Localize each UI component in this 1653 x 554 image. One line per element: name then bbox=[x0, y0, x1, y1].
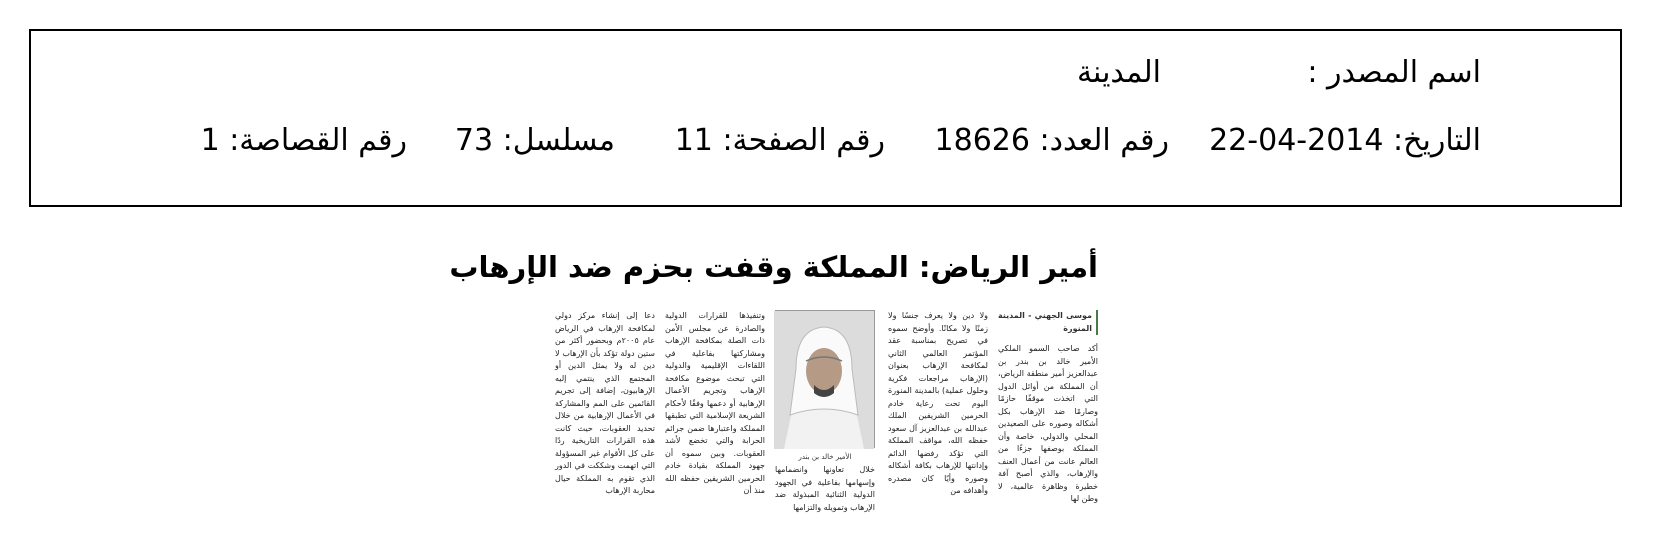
article-column-4: وتنفيذها للقرارات الدولية والصادرة عن مجلس الأمن ذات الصلة بمكافحة الإرهاب ومشاركتها بفاعلية في اللقاءات الإقليمية والدولية التي تبحث موضوع مكافحة الإرهاب وتجريم الأعمال الإرهابية أو دعمها وفقًا لأحكام الشريعة الإسلامية التي تطبقها المملكة واعتبارها ضمن جرائم الحرابة والتي تخضع لأشد العقوبات. وبين سموه أن جهود المملكة بقيادة خادم الحرمين الشريفين حفظه الله منذ أن bbox=[665, 311, 765, 495]
article-byline: موسى الجهني - المدينة المنورة bbox=[998, 310, 1098, 335]
page-number-field: رقم الصفحة: 11 bbox=[674, 123, 885, 158]
article-column-2: ولا دين ولا يعرف جنسًا ولا زمنًا ولا مكانًا. وأوضح سموه في تصريح بمناسبة عقد المؤتمر العالمي الثاني لمكافحة الإرهاب بعنوان (الإرهاب مراجعات فكرية وحلول عملية) بالمدينة المنورة اليوم تحت رعاية خادم الحرمين الشريفين الملك عبدالله بن عبدالعزيز آل سعود حفظه الله، مواقف المملكة التي تؤكد رفضها الدائم وإدانتها للإرهاب بكافة أشكاله وصوره وأيًا كان مصدره وأهدافه من bbox=[888, 311, 988, 495]
portrait-illustration bbox=[774, 311, 874, 449]
article-column-1 bbox=[998, 310, 1098, 550]
newspaper-clipping bbox=[449, 250, 1098, 550]
issue-number-field: رقم العدد: 18626 bbox=[934, 123, 1169, 158]
article-column-3: خلال تعاونها وانضمامها وإسهامها بفاعلية في الجهود الدولية الثنائية المبذولة ضد الإرهاب وتمويله والتزامها bbox=[775, 465, 875, 512]
source-label: اسم المصدر : bbox=[1307, 55, 1481, 90]
article-headline: أمير الرياض: المملكة وقفت بحزم ضد الإرهاب bbox=[449, 250, 1098, 284]
date-field: التاريخ: 2014-04-22 bbox=[1209, 123, 1481, 158]
article-column-5: دعا إلى إنشاء مركز دولي لمكافحة الإرهاب في الرياض عام ٢٠٠٥م وبحضور أكثر من ستين دولة تؤكد بأن الإرهاب لا دين له ولا يمثل الدين أو المجتمع الذي ينتمي إليه الإرهابيون، إضافة إلى تجريم القائمين على المم والمشاركة في الأعمال الإرهابية من خلال تحديد العقوبات، حيث كانت هذه القرارات التاريخية ردًا على كل الأقوام غير المسؤولة التي اتهمت وشككت في الدور الذي تقوم به المملكة حيال محاربة الإرهاب bbox=[555, 311, 655, 495]
serial-field: مسلسل: 73 bbox=[454, 123, 615, 158]
source-value: المدينة bbox=[1076, 55, 1161, 90]
photo-caption: الأمير خالد بن بندر bbox=[798, 453, 852, 461]
column-1-text: أكد صاحب السمو الملكي الأمير خالد بن بندر بن عبدالعزيز أمير منطقة الرياض، أن المملكة من أوائل الدول التي اتخذت موقفًا حازمًا وصارمًا ضد الإرهاب بكل أشكاله وصوره على الصعيدين المحلي والدولي، خاصة وأن المملكة بوصفها جزءًا من العالم عانت من أعمال العنف والإرهاب، والذي أصبح آفة خطيرة وظاهرة عالمية، لا وطن لها bbox=[998, 344, 1098, 503]
portrait-photo bbox=[775, 310, 875, 448]
clip-number-field: رقم القصاصة: 1 bbox=[200, 123, 407, 158]
metadata-box bbox=[29, 29, 1622, 207]
